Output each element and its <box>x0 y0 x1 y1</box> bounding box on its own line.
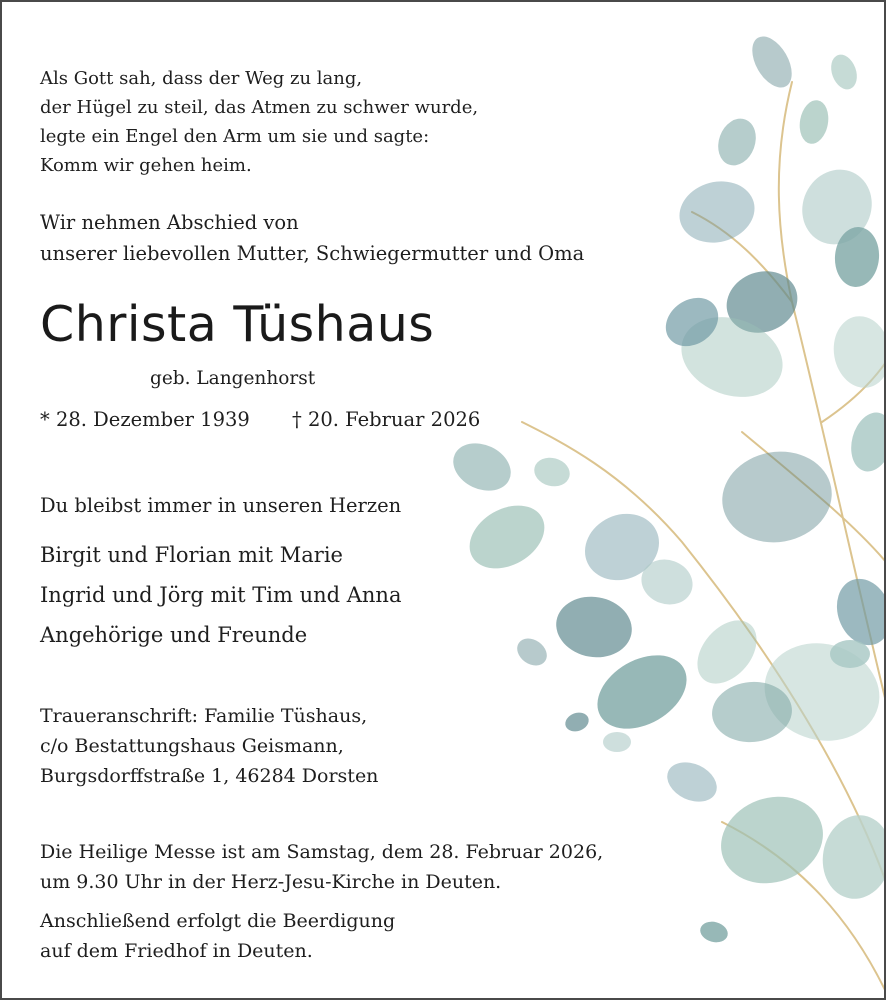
poem-line: Als Gott sah, dass der Weg zu lang, <box>40 68 363 89</box>
address-line: Traueranschrift: Familie Tüshaus, <box>40 705 368 727</box>
eucalyptus-leaf <box>512 633 552 671</box>
address-line: c/o Bestattungshaus Geismann, <box>40 735 344 757</box>
eucalyptus-leaf <box>446 434 519 499</box>
eucalyptus-leaf <box>816 810 886 905</box>
poem-line: der Hügel zu steil, das Atmen zu schwer wurde, <box>40 97 479 118</box>
eucalyptus-leaf <box>698 919 730 946</box>
mourner-line: Ingrid und Jörg mit Tim und Anna <box>40 583 402 607</box>
maiden-name: geb. Langenhorst <box>150 368 316 389</box>
mass-line: um 9.30 Uhr in der Herz-Jesu-Kirche in Deuten. <box>40 871 502 893</box>
eucalyptus-leaf <box>458 493 555 581</box>
eucalyptus-leaf <box>603 732 631 752</box>
life-dates <box>40 408 481 431</box>
mourning-address <box>40 701 378 791</box>
eucalyptus-leaf <box>830 640 870 668</box>
eucalyptus-leaf <box>531 454 573 490</box>
eucalyptus-leaf <box>828 571 886 653</box>
eucalyptus-leaf <box>551 591 636 663</box>
mourner-line: Birgit und Florian mit Marie <box>40 543 343 567</box>
eucalyptus-leaf <box>563 709 592 734</box>
eucalyptus-leaf <box>715 443 839 551</box>
eucalyptus-leaf <box>796 98 831 146</box>
burial-line: auf dem Friedhof in Deuten. <box>40 940 313 962</box>
eucalyptus-leaf <box>709 783 835 898</box>
poem-line: Komm wir gehen heim. <box>40 155 252 176</box>
poem-line: legte ein Engel den Arm um sie und sagte: <box>40 126 430 147</box>
poem <box>40 64 478 180</box>
deceased-name: Christa Tüshaus <box>40 296 435 353</box>
mass-info <box>40 837 603 897</box>
mass-line: Die Heilige Messe ist am Samstag, dem 28. Februar 2026, <box>40 841 604 863</box>
address-line: Burgsdorffstraße 1, 46284 Dorsten <box>40 765 379 787</box>
farewell-text <box>40 207 584 269</box>
birth-date: * 28. Dezember 1939 <box>40 408 250 431</box>
eucalyptus-leaf <box>712 113 762 170</box>
eucalyptus-leaf <box>828 312 886 393</box>
eucalyptus-leaf <box>661 755 723 810</box>
farewell-line: unserer liebevollen Mutter, Schwiegermutter und Oma <box>40 242 585 265</box>
burial-info <box>40 906 395 966</box>
eucalyptus-leaf <box>673 173 762 251</box>
eucalyptus-leaf <box>827 51 862 93</box>
mourners-list <box>40 535 401 655</box>
motto: Du bleibst immer in unseren Herzen <box>40 494 402 517</box>
death-date: † 20. Februar 2026 <box>292 408 481 431</box>
farewell-line: Wir nehmen Abschied von <box>40 211 299 234</box>
burial-line: Anschließend erfolgt die Beerdigung <box>40 910 396 932</box>
mourner-line: Angehörige und Freunde <box>40 623 308 647</box>
eucalyptus-leaf <box>845 408 886 476</box>
